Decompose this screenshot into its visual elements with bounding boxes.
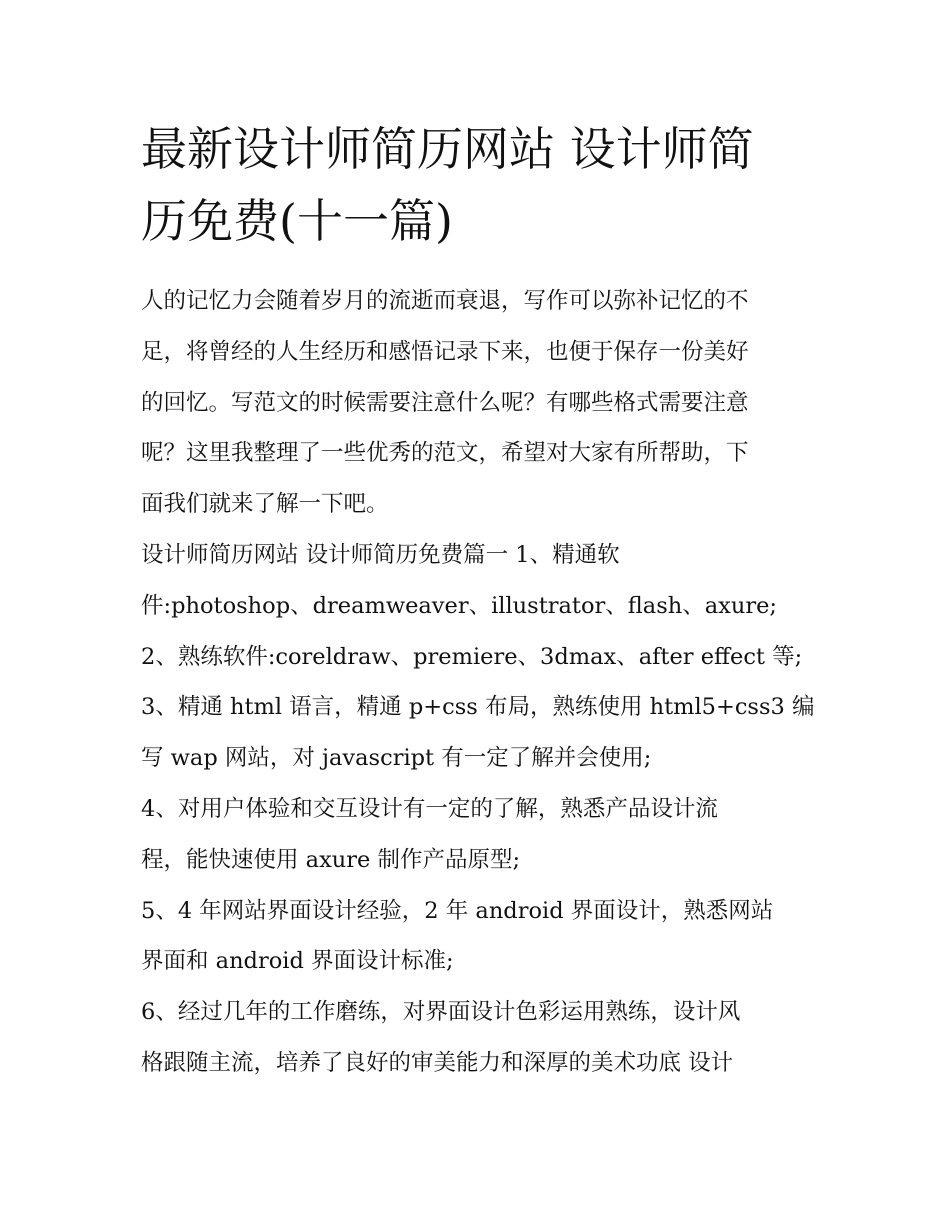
text-line: 件:photoshop、dreamweaver、illustrator、flash、axure;	[141, 592, 777, 619]
text-line: 人的记忆力会随着岁月的流逝而衰退，写作可以弥补记忆的不	[141, 288, 749, 314]
text-line: 设计师简历网站 设计师简历免费篇一 1、精通软	[141, 541, 620, 568]
text-line: 界面和 android 界面设计标准;	[141, 948, 454, 975]
document-body	[141, 276, 821, 1089]
text-line: 足，将曾经的人生经历和感悟记录下来，也便于保存一份美好	[141, 338, 749, 365]
text-line: 程，能快速使用 axure 制作产品原型;	[141, 846, 521, 873]
page-title	[141, 113, 813, 257]
text-line: 格跟随主流，培养了良好的审美能力和深厚的美术功底 设计	[141, 1049, 734, 1076]
title-line-1: 最新设计师简历网站 设计师简	[141, 122, 754, 176]
text-line: 呢？这里我整理了一些优秀的范文，希望对大家有所帮助，下	[141, 440, 749, 467]
text-line: 4、对用户体验和交互设计有一定的了解，熟悉产品设计流	[141, 795, 718, 822]
text-line: 面我们就来了解一下吧。	[141, 491, 389, 518]
text-line: 6、经过几年的工作磨练，对界面设计色彩运用熟练，设计风	[141, 999, 741, 1026]
text-line: 写 wap 网站，对 javascript 有一定了解并会使用;	[141, 745, 652, 772]
title-line-2: 历免费(十一篇)	[141, 194, 453, 248]
text-line: 的回忆。写范文的时候需要注意什么呢？有哪些格式需要注意	[141, 389, 749, 416]
text-line: 5、4 年网站界面设计经验，2 年 android 界面设计，熟悉网站	[141, 897, 774, 924]
text-line: 2、熟练软件:coreldraw、premiere、3dmax、after effect 等;	[141, 643, 803, 670]
text-line: 3、精通 html 语言，精通 p+css 布局，熟练使用 html5+css3 编	[141, 694, 815, 721]
